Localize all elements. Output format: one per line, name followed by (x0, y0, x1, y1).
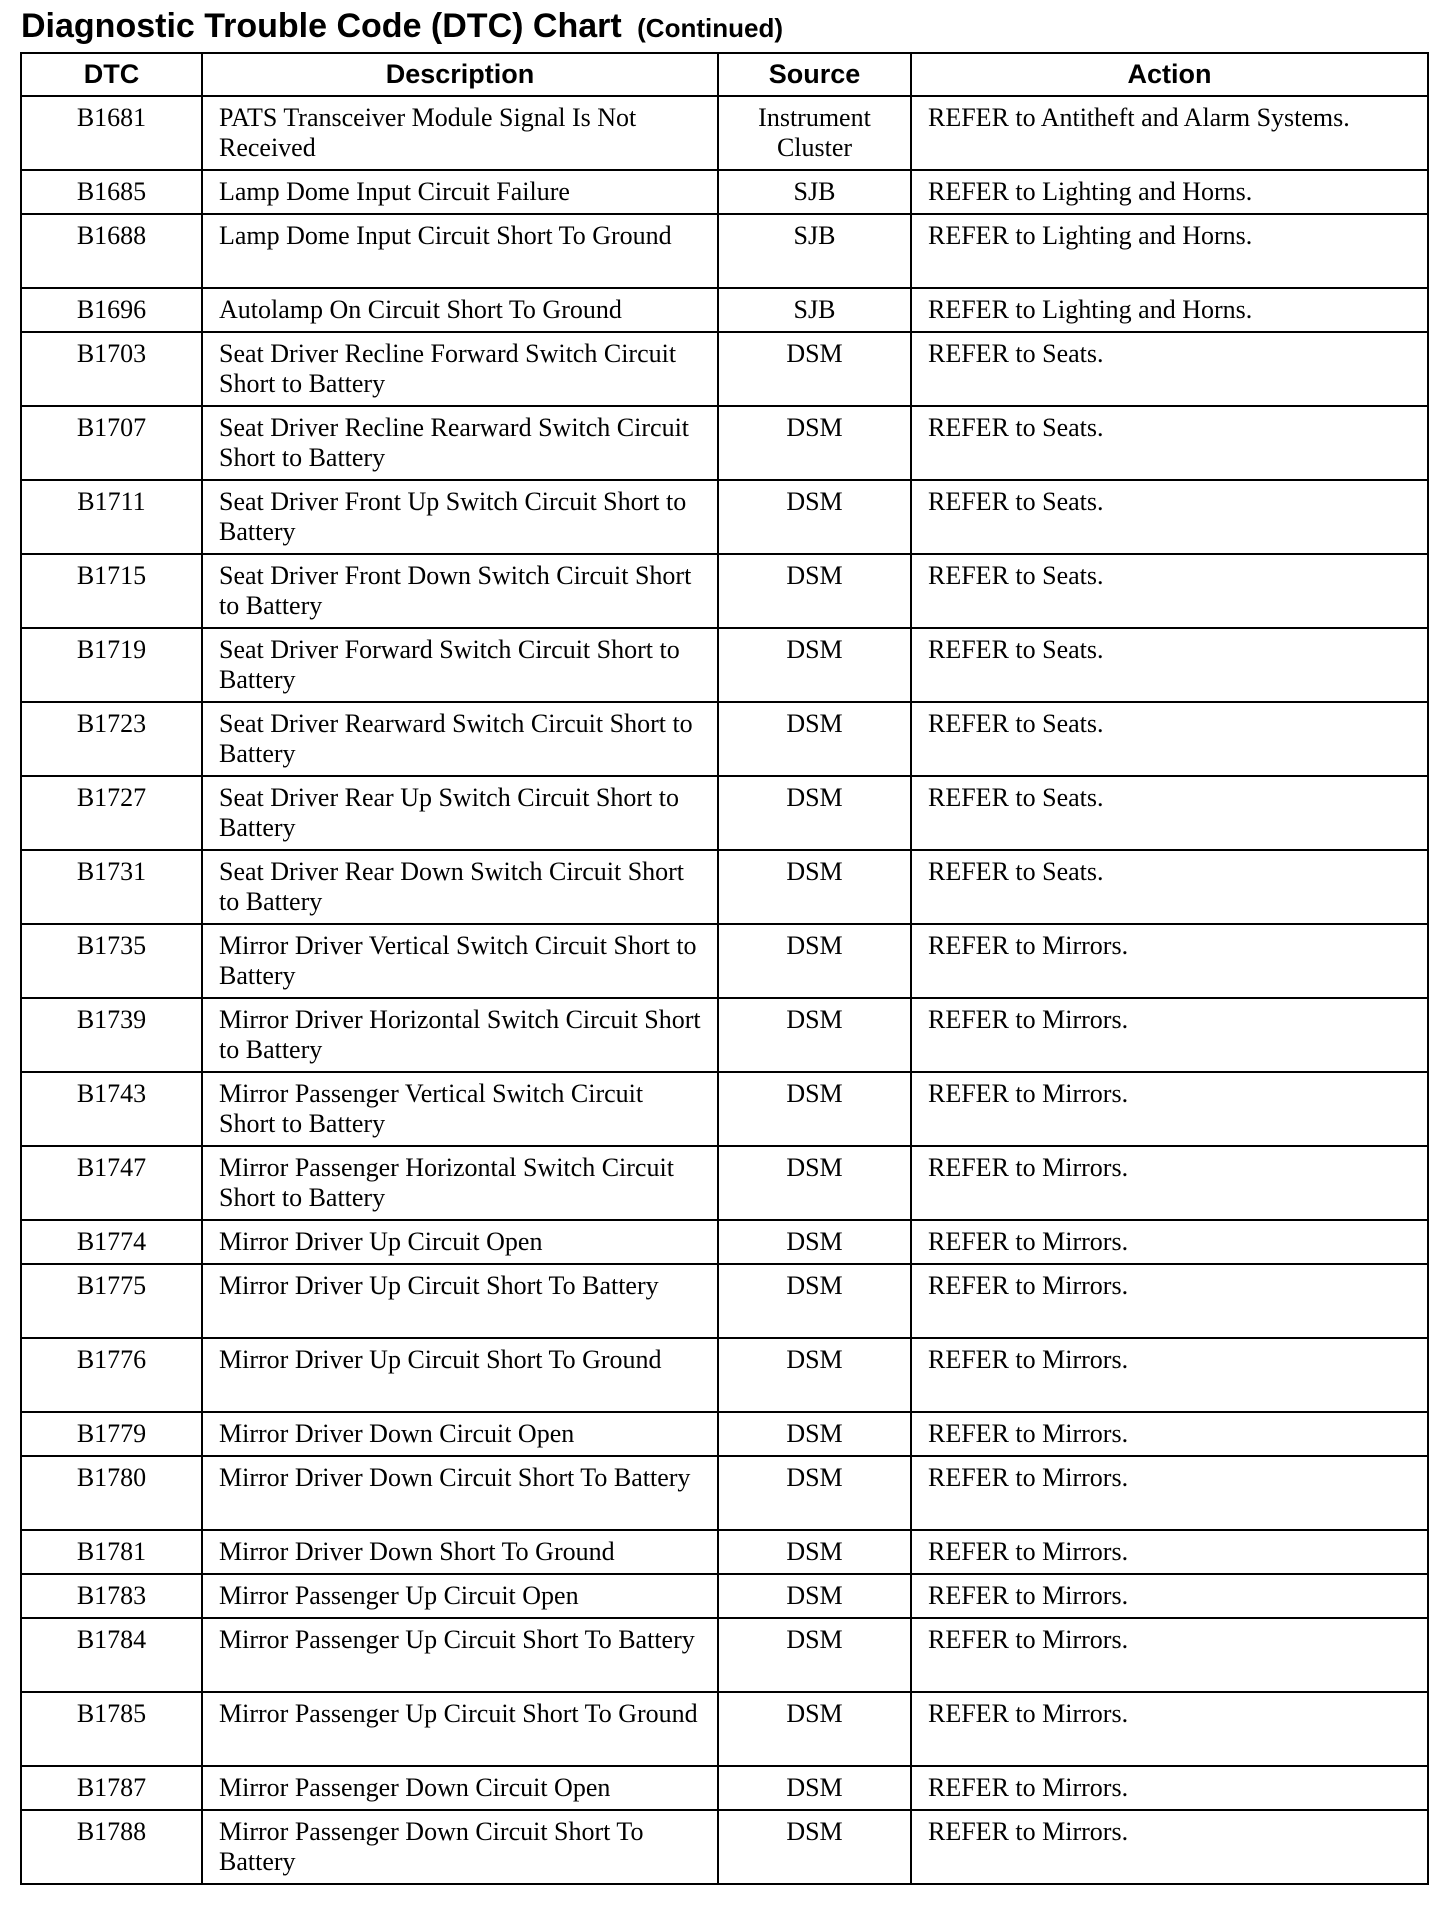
description-cell: Mirror Driver Up Circuit Short To Battery (202, 1264, 718, 1338)
action-cell: REFER to Seats. (911, 406, 1428, 480)
action-cell: REFER to Mirrors. (911, 1338, 1428, 1412)
dtc-code-cell: B1681 (21, 96, 202, 170)
table-row (21, 288, 1428, 332)
source-cell: DSM (718, 1338, 911, 1412)
source-cell: DSM (718, 1766, 911, 1810)
table-row (21, 332, 1428, 406)
description-cell: Autolamp On Circuit Short To Ground (202, 288, 718, 332)
header-action: Action (911, 53, 1428, 96)
action-cell: REFER to Mirrors. (911, 1264, 1428, 1338)
source-cell: DSM (718, 998, 911, 1072)
dtc-code-cell: B1731 (21, 850, 202, 924)
dtc-code-cell: B1788 (21, 1810, 202, 1884)
table-row (21, 776, 1428, 850)
dtc-code-cell: B1779 (21, 1412, 202, 1456)
description-cell: Mirror Driver Vertical Switch Circuit Short to Battery (202, 924, 718, 998)
dtc-code-cell: B1787 (21, 1766, 202, 1810)
dtc-code-cell: B1780 (21, 1456, 202, 1530)
dtc-code-cell: B1723 (21, 702, 202, 776)
description-cell: Mirror Driver Down Circuit Short To Battery (202, 1456, 718, 1530)
source-cell: DSM (718, 628, 911, 702)
source-cell: DSM (718, 1574, 911, 1618)
dtc-code-cell: B1774 (21, 1220, 202, 1264)
table-row (21, 850, 1428, 924)
action-cell: REFER to Mirrors. (911, 1146, 1428, 1220)
action-cell: REFER to Mirrors. (911, 1456, 1428, 1530)
table-row (21, 96, 1428, 170)
description-cell: Mirror Driver Down Circuit Open (202, 1412, 718, 1456)
source-cell: DSM (718, 850, 911, 924)
description-cell: Lamp Dome Input Circuit Failure (202, 170, 718, 214)
table-row (21, 1220, 1428, 1264)
source-cell: SJB (718, 214, 911, 288)
table-row (21, 998, 1428, 1072)
action-cell: REFER to Antitheft and Alarm Systems. (911, 96, 1428, 170)
source-cell: DSM (718, 1072, 911, 1146)
table-body (21, 96, 1428, 1884)
description-cell: PATS Transceiver Module Signal Is Not Received (202, 96, 718, 170)
dtc-code-cell: B1739 (21, 998, 202, 1072)
description-cell: Seat Driver Rear Down Switch Circuit Short to Battery (202, 850, 718, 924)
description-cell: Mirror Passenger Up Circuit Open (202, 1574, 718, 1618)
description-cell: Lamp Dome Input Circuit Short To Ground (202, 214, 718, 288)
table-row (21, 480, 1428, 554)
description-cell: Mirror Passenger Horizontal Switch Circuit Short to Battery (202, 1146, 718, 1220)
dtc-code-cell: B1775 (21, 1264, 202, 1338)
action-cell: REFER to Mirrors. (911, 924, 1428, 998)
action-cell: REFER to Mirrors. (911, 1530, 1428, 1574)
source-cell: DSM (718, 1810, 911, 1884)
description-cell: Seat Driver Recline Rearward Switch Circuit Short to Battery (202, 406, 718, 480)
description-cell: Mirror Passenger Down Circuit Short To Battery (202, 1810, 718, 1884)
source-cell: DSM (718, 924, 911, 998)
action-cell: REFER to Seats. (911, 776, 1428, 850)
dtc-code-cell: B1715 (21, 554, 202, 628)
action-cell: REFER to Seats. (911, 332, 1428, 406)
table-row (21, 1338, 1428, 1412)
source-cell: DSM (718, 406, 911, 480)
table-row (21, 1072, 1428, 1146)
description-cell: Mirror Passenger Vertical Switch Circuit Short to Battery (202, 1072, 718, 1146)
table-row (21, 1530, 1428, 1574)
source-cell: DSM (718, 1530, 911, 1574)
table-row (21, 1574, 1428, 1618)
table-row (21, 1412, 1428, 1456)
source-cell: DSM (718, 702, 911, 776)
description-cell: Mirror Driver Horizontal Switch Circuit Short to Battery (202, 998, 718, 1072)
description-cell: Mirror Driver Up Circuit Open (202, 1220, 718, 1264)
dtc-code-cell: B1707 (21, 406, 202, 480)
source-cell: DSM (718, 1264, 911, 1338)
table-row (21, 170, 1428, 214)
continued-label: (Continued) (637, 13, 783, 43)
action-cell: REFER to Mirrors. (911, 1072, 1428, 1146)
dtc-code-cell: B1776 (21, 1338, 202, 1412)
description-cell: Seat Driver Forward Switch Circuit Short to Battery (202, 628, 718, 702)
source-cell: DSM (718, 1456, 911, 1530)
action-cell: REFER to Lighting and Horns. (911, 214, 1428, 288)
dtc-code-cell: B1783 (21, 1574, 202, 1618)
action-cell: REFER to Seats. (911, 702, 1428, 776)
description-cell: Seat Driver Recline Forward Switch Circuit Short to Battery (202, 332, 718, 406)
description-cell: Seat Driver Front Up Switch Circuit Short to Battery (202, 480, 718, 554)
table-row (21, 1618, 1428, 1692)
source-cell: DSM (718, 1412, 911, 1456)
table-row (21, 628, 1428, 702)
description-cell: Seat Driver Rear Up Switch Circuit Short to Battery (202, 776, 718, 850)
action-cell: REFER to Mirrors. (911, 1618, 1428, 1692)
table-row (21, 1766, 1428, 1810)
chart-title: Diagnostic Trouble Code (DTC) Chart (21, 7, 622, 45)
action-cell: REFER to Mirrors. (911, 1574, 1428, 1618)
header-row (21, 53, 1428, 96)
action-cell: REFER to Seats. (911, 554, 1428, 628)
action-cell: REFER to Mirrors. (911, 1766, 1428, 1810)
action-cell: REFER to Lighting and Horns. (911, 170, 1428, 214)
source-cell: DSM (718, 1220, 911, 1264)
header-description: Description (202, 53, 718, 96)
dtc-code-cell: B1784 (21, 1618, 202, 1692)
table-row (21, 1810, 1428, 1884)
dtc-code-cell: B1747 (21, 1146, 202, 1220)
action-cell: REFER to Mirrors. (911, 1220, 1428, 1264)
action-cell: REFER to Seats. (911, 850, 1428, 924)
dtc-code-cell: B1727 (21, 776, 202, 850)
description-cell: Mirror Passenger Down Circuit Open (202, 1766, 718, 1810)
source-cell: DSM (718, 776, 911, 850)
action-cell: REFER to Mirrors. (911, 1810, 1428, 1884)
dtc-code-cell: B1703 (21, 332, 202, 406)
dtc-code-cell: B1711 (21, 480, 202, 554)
source-cell: DSM (718, 1692, 911, 1766)
action-cell: REFER to Mirrors. (911, 998, 1428, 1072)
table-row (21, 554, 1428, 628)
dtc-code-cell: B1719 (21, 628, 202, 702)
source-cell: SJB (718, 288, 911, 332)
action-cell: REFER to Lighting and Horns. (911, 288, 1428, 332)
action-cell: REFER to Mirrors. (911, 1412, 1428, 1456)
description-cell: Mirror Driver Up Circuit Short To Ground (202, 1338, 718, 1412)
source-cell: DSM (718, 554, 911, 628)
header-source: Source (718, 53, 911, 96)
description-cell: Seat Driver Rearward Switch Circuit Short to Battery (202, 702, 718, 776)
description-cell: Mirror Driver Down Short To Ground (202, 1530, 718, 1574)
header-dtc: DTC (21, 53, 202, 96)
table-row (21, 406, 1428, 480)
source-cell: Instrument Cluster (718, 96, 911, 170)
table-row (21, 1456, 1428, 1530)
table-row (21, 214, 1428, 288)
dtc-code-cell: B1688 (21, 214, 202, 288)
action-cell: REFER to Mirrors. (911, 1692, 1428, 1766)
dtc-code-cell: B1685 (21, 170, 202, 214)
table-row (21, 1264, 1428, 1338)
source-cell: DSM (718, 480, 911, 554)
action-cell: REFER to Seats. (911, 628, 1428, 702)
description-cell: Seat Driver Front Down Switch Circuit Short to Battery (202, 554, 718, 628)
table-header (21, 53, 1428, 96)
dtc-code-cell: B1735 (21, 924, 202, 998)
dtc-table (20, 52, 1429, 1885)
source-cell: DSM (718, 332, 911, 406)
source-cell: SJB (718, 170, 911, 214)
dtc-code-cell: B1781 (21, 1530, 202, 1574)
source-cell: DSM (718, 1618, 911, 1692)
description-cell: Mirror Passenger Up Circuit Short To Ground (202, 1692, 718, 1766)
table-row (21, 924, 1428, 998)
page-title (21, 4, 783, 48)
dtc-code-cell: B1743 (21, 1072, 202, 1146)
source-cell: DSM (718, 1146, 911, 1220)
dtc-code-cell: B1785 (21, 1692, 202, 1766)
description-cell: Mirror Passenger Up Circuit Short To Battery (202, 1618, 718, 1692)
table-row (21, 1692, 1428, 1766)
action-cell: REFER to Seats. (911, 480, 1428, 554)
table-row (21, 702, 1428, 776)
dtc-code-cell: B1696 (21, 288, 202, 332)
table-row (21, 1146, 1428, 1220)
